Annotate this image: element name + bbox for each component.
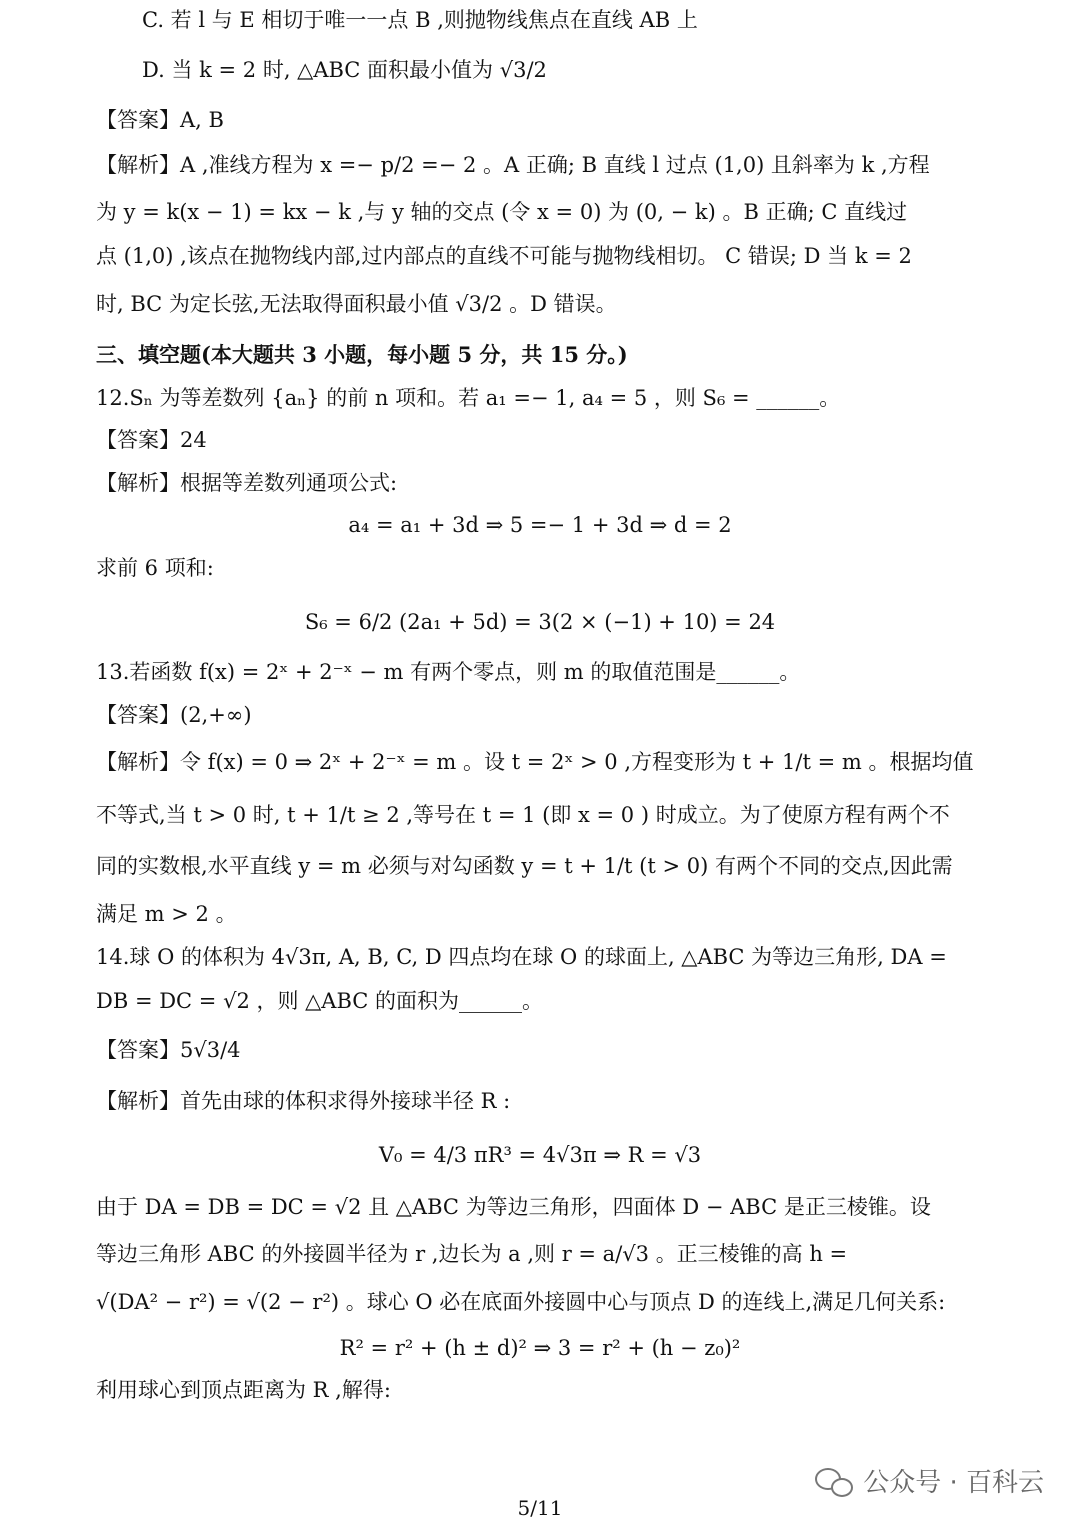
question-14-line-1: 14.球 O 的体积为 4√3π, A, B, C, D 四点均在球 O 的球面上, △ABC 为等边三角形, DA = [96,945,947,969]
analysis-13-line-2: 不等式,当 t > 0 时, t + 1/t ≥ 2 ,等号在 t = 1 (即 x = 0 ) 时成立。为了使原方程有两个不 [96,803,950,827]
analysis-11-line-3: 点 (1,0) ,该点在抛物线内部,过内部点的直线不可能与抛物线相切。 C 错误; D 当 k = 2 [96,244,912,268]
watermark-text: 公众号 · 百科云 [863,1468,1044,1498]
analysis-12-intro: 【解析】根据等差数列通项公式: [96,471,398,495]
wechat-icon [815,1466,853,1496]
analysis-11-line-2: 为 y = k(x − 1) = kx − k ,与 y 轴的交点 (令 x = 0) 为 (0, − k) 。B 正确; C 直线过 [96,200,908,224]
analysis-14-line-4: 利用球心到顶点距离为 R ,解得: [96,1378,391,1402]
question-12: 12.Sₙ 为等差数列 {aₙ} 的前 n 项和。若 a₁ =− 1, a₄ = 5 ，则 S₆ = ______。 [96,386,841,410]
formula-14-b: R² = r² + (h ± d)² ⇒ 3 = r² + (h − z₀)² [339,1336,741,1360]
question-14-line-2: DB = DC = √2 ，则 △ABC 的面积为______。 [96,989,544,1013]
page-number: 5/11 [517,1496,563,1520]
section-heading: 三、填空题(本大题共 3 小题，每小题 5 分，共 15 分。) [96,342,628,367]
answer-11: 【答案】A, B [96,108,224,132]
answer-14: 【答案】5√3/4 [96,1038,241,1062]
formula-14-a: V₀ = 4/3 πR³ = 4√3π ⇒ R = √3 [378,1143,702,1167]
answer-13: 【答案】(2,+∞) [96,703,252,727]
analysis-13-line-4: 满足 m > 2 。 [96,902,237,926]
analysis-11-line-1: 【解析】A ,准线方程为 x =− p/2 =− 2 。A 正确; B 直线 l 过点 (1,0) 且斜率为 k ,方程 [96,153,930,177]
analysis-12-sum-intro: 求前 6 项和: [96,556,214,580]
formula-12-b: S₆ = 6/2 (2a₁ + 5d) = 3(2 × (−1) + 10) = 24 [304,610,776,634]
formula-12-a: a₄ = a₁ + 3d ⇒ 5 =− 1 + 3d ⇒ d = 2 [348,513,732,537]
option-c: C. 若 l 与 E 相切于唯一一点 B ,则抛物线焦点在直线 AB 上 [142,8,698,32]
analysis-14-line-2: 等边三角形 ABC 的外接圆半径为 r ,边长为 a ,则 r = a/√3 。正三棱锥的高 h = [96,1242,848,1266]
question-13: 13.若函数 f(x) = 2ˣ + 2⁻ˣ − m 有两个零点，则 m 的取值范围是______。 [96,660,801,684]
watermark [815,1462,1044,1499]
option-d: D. 当 k = 2 时, △ABC 面积最小值为 √3/2 [142,58,547,82]
analysis-13-line-1: 【解析】令 f(x) = 0 ⇒ 2ˣ + 2⁻ˣ = m 。设 t = 2ˣ > 0 ,方程变形为 t + 1/t = m 。根据均值 [96,750,974,774]
answer-12: 【答案】24 [96,428,207,452]
analysis-14-line-3: √(DA² − r²) = √(2 − r²) 。球心 O 必在底面外接圆中心与顶点 D 的连线上,满足几何关系: [96,1290,946,1314]
analysis-14-line-1: 由于 DA = DB = DC = √2 且 △ABC 为等边三角形，四面体 D − ABC 是正三棱锥。设 [96,1195,931,1219]
analysis-11-line-4: 时, BC 为定长弦,无法取得面积最小值 √3/2 。D 错误。 [96,292,617,316]
analysis-14-intro: 【解析】首先由球的体积求得外接球半径 R : [96,1089,511,1113]
analysis-13-line-3: 同的实数根,水平直线 y = m 必须与对勾函数 y = t + 1/t (t > 0) 有两个不同的交点,因此需 [96,854,953,878]
